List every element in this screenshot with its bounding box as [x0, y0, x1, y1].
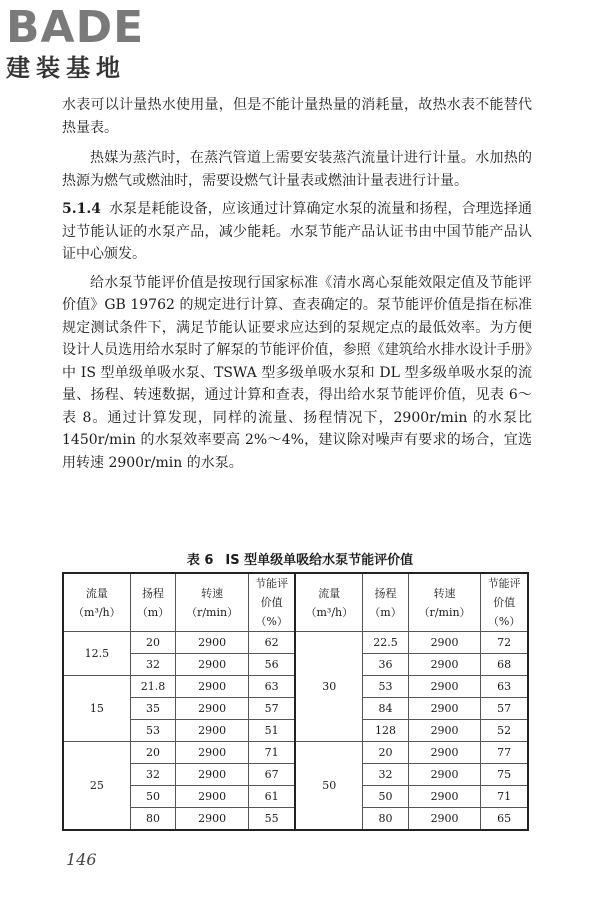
- logo-brand: BADE: [6, 2, 145, 53]
- table-cell: 2900: [176, 654, 248, 676]
- table-cell: 55: [248, 808, 295, 831]
- table-cell: 53: [130, 720, 176, 742]
- table-cell: 20: [130, 632, 176, 654]
- table-cell: 2900: [176, 742, 248, 764]
- paragraph-2: 热媒为蒸汽时，在蒸汽管道上需要安装蒸汽流量计进行计量。水加热的热源为燃气或燃油时，需要设燃气计量表或燃油计量表进行计量。: [62, 150, 532, 189]
- header-flow-right: 流量 （m³/h）: [295, 573, 362, 632]
- table-cell: 2900: [176, 632, 248, 654]
- table-cell: 36: [363, 654, 409, 676]
- logo-subtitle: 建装基地: [6, 54, 126, 82]
- table-cell: 50: [130, 786, 176, 808]
- paragraph-3-text: 水泵是耗能设备，应该通过计算确定水泵的流量和扬程，合理选择通过节能认证的水泵产品，减少能耗。水泵节能产品认证书由中国节能产品认证中心颁发。: [62, 201, 532, 262]
- paragraph-4: 给水泵节能评价值是按现行国家标准《清水离心泵能效限定值及节能评价值》GB 19762 的规定进行计算、查表确定的。泵节能评价值是指在标准规定测试条件下，满足节能认证要求应达到的泵规定点的最低效率。为方便设计人员选用给水泵时了解泵的节能评价值，参照《建筑给水排水设计手册》中 IS 型单级单吸水泵、TSWA 型多级单吸水泵和 DL 型多级单吸水泵的流量、扬程、转速数据，通过计算和查表，得出给水泵节能评价值，见表 6～表 8。通过计算发现，同样的流量、扬程情况下，2900r/min 的水泵比 1450r/min 的水泵效率要高 2%～4%，建议除对噪声有要求的场合，宜选用转速 2900r/min 的水泵。: [62, 274, 532, 471]
- table-header-row: [63, 573, 528, 632]
- section-number: 5.1.4: [62, 201, 101, 217]
- table-cell: 2900: [408, 676, 480, 698]
- table-cell: 2900: [408, 720, 480, 742]
- table-cell: 65: [481, 808, 528, 831]
- table-cell: 80: [130, 808, 176, 831]
- table-cell: 20: [130, 742, 176, 764]
- header-efficiency: 节能评 价值 （%）: [248, 573, 295, 632]
- table-caption: [0, 549, 600, 568]
- body-text: [62, 94, 532, 474]
- table-cell: 22.5: [363, 632, 409, 654]
- table-cell: 62: [248, 632, 295, 654]
- table-cell: 2900: [408, 632, 480, 654]
- table-cell: 77: [481, 742, 528, 764]
- logo: [6, 4, 186, 82]
- table-cell: 72: [481, 632, 528, 654]
- table-cell: 50: [363, 786, 409, 808]
- table-cell: 2900: [176, 676, 248, 698]
- table-cell: 2900: [408, 764, 480, 786]
- flow-cell: 30: [295, 632, 362, 742]
- table-cell: 2900: [176, 698, 248, 720]
- table-cell: 52: [481, 720, 528, 742]
- table-cell: 20: [363, 742, 409, 764]
- flow-cell: 50: [295, 742, 362, 831]
- table-cell: 75: [481, 764, 528, 786]
- header-speed-right: 转速 （r/min）: [408, 573, 480, 632]
- table-cell: 63: [481, 676, 528, 698]
- table-cell: 71: [248, 742, 295, 764]
- table-cell: 2900: [176, 808, 248, 831]
- table-cell: 56: [248, 654, 295, 676]
- table-cell: 21.8: [130, 676, 176, 698]
- header-head: 扬程 （m）: [130, 573, 176, 632]
- flow-cell: 25: [63, 742, 130, 831]
- paragraph-1: 水表可以计量热水使用量，但是不能计量热量的消耗量，故热水表不能替代热量表。: [62, 97, 532, 136]
- table-caption-number: 表 6: [186, 553, 214, 568]
- page-number: 146: [66, 850, 97, 869]
- flow-cell: 12.5: [63, 632, 130, 676]
- table-cell: 80: [363, 808, 409, 831]
- table-cell: 2900: [408, 698, 480, 720]
- table-cell: 35: [130, 698, 176, 720]
- table-cell: 2900: [408, 742, 480, 764]
- paragraph-3: [62, 198, 532, 266]
- table-cell: 61: [248, 786, 295, 808]
- table-cell: 57: [248, 698, 295, 720]
- table-cell: 84: [363, 698, 409, 720]
- table-cell: 71: [481, 786, 528, 808]
- flow-cell: 15: [63, 676, 130, 742]
- header-speed: 转速 （r/min）: [176, 573, 248, 632]
- table-cell: 53: [363, 676, 409, 698]
- table-cell: 63: [248, 676, 295, 698]
- header-flow: 流量 （m³/h）: [63, 573, 130, 632]
- pump-efficiency-table: [62, 572, 529, 831]
- table-cell: 57: [481, 698, 528, 720]
- table-cell: 2900: [176, 720, 248, 742]
- table-cell: 2900: [408, 654, 480, 676]
- header-head-right: 扬程 （m）: [363, 573, 409, 632]
- table-cell: 67: [248, 764, 295, 786]
- table-cell: 32: [363, 764, 409, 786]
- table-cell: 32: [130, 654, 176, 676]
- table-cell: 51: [248, 720, 295, 742]
- table-caption-title: IS 型单级单吸给水泵节能评价值: [225, 553, 414, 568]
- table-cell: 2900: [408, 786, 480, 808]
- table-cell: 32: [130, 764, 176, 786]
- header-efficiency-right: 节能评 价值 （%）: [481, 573, 528, 632]
- table-cell: 128: [363, 720, 409, 742]
- table-cell: 2900: [408, 808, 480, 831]
- table-cell: 2900: [176, 764, 248, 786]
- table-cell: 68: [481, 654, 528, 676]
- table-cell: 2900: [176, 786, 248, 808]
